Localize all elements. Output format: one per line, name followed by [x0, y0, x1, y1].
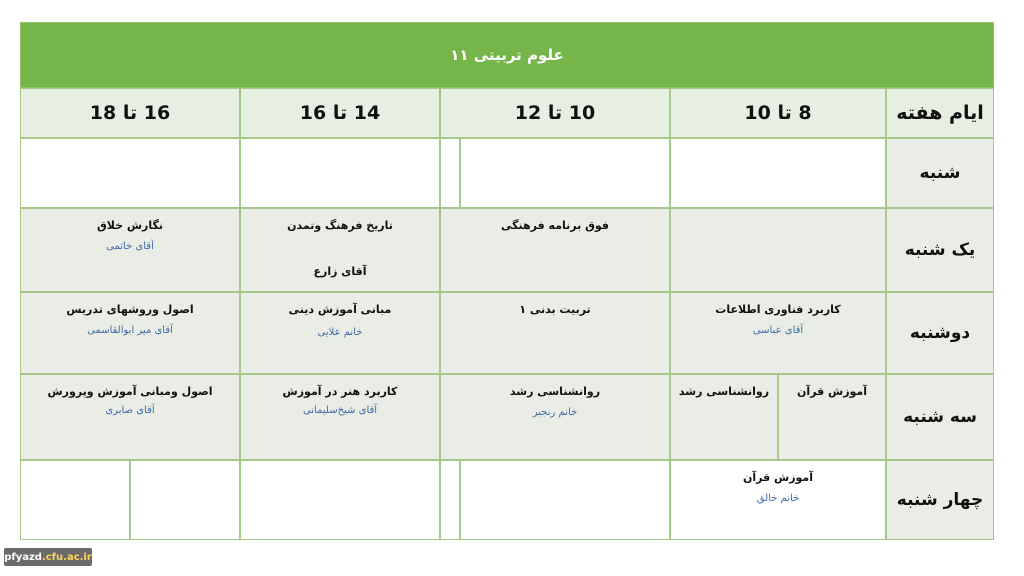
header-days-label: ایام هفته [896, 102, 984, 124]
cell-wed-slot4a [130, 460, 240, 540]
course-name: روانشناسی رشد [678, 385, 770, 398]
day-wednesday [886, 460, 994, 540]
teacher-name: خانم علایی [317, 327, 363, 338]
cell-tue-slot1b [670, 374, 778, 460]
site-watermark [4, 548, 92, 566]
site-suffix: .cfu.ac.ir [41, 551, 92, 563]
cell-wed-slot1 [670, 460, 886, 540]
day-wednesday-label: چهار شنبه [896, 490, 984, 510]
cell-tue-slot4 [20, 374, 240, 460]
day-sunday-label: یک شنبه [904, 240, 976, 260]
course-name: کاربرد هنر در آموزش [282, 385, 398, 398]
teacher-name: آقای صابری [105, 405, 155, 416]
teacher-name: آقای شیخ‌سلیمانی [302, 405, 378, 416]
cell-mon-slot1 [670, 292, 886, 374]
header-slot-14-16 [240, 88, 440, 138]
cell-sun-slot3 [240, 208, 440, 292]
day-saturday-label: شنبه [919, 163, 961, 183]
header-slot-10-12 [440, 88, 670, 138]
cell-sat-gap [440, 138, 460, 208]
course-name: تربیت بدنی ۱ [519, 303, 591, 316]
cell-tue-slot1a [778, 374, 886, 460]
cell-mon-slot4 [20, 292, 240, 374]
header-days [886, 88, 994, 138]
cell-tue-slot3 [240, 374, 440, 460]
course-name: اصول ومبانی آموزش وپرورش [47, 385, 213, 398]
cell-mon-slot3 [240, 292, 440, 374]
course-name: کاربرد فناوری اطلاعات [715, 303, 841, 316]
day-tuesday [886, 374, 994, 460]
header-slot-16-18-label: 16 تا 18 [89, 102, 171, 124]
teacher-name: خانم خالق [756, 493, 800, 504]
course-name: آموزش قرآن [796, 385, 868, 398]
day-monday-label: دوشنبه [909, 323, 971, 343]
cell-sun-slot1 [670, 208, 886, 292]
cell-sat-slot2 [460, 138, 670, 208]
day-monday [886, 292, 994, 374]
course-name: آموزش قرآن [742, 471, 814, 484]
header-slot-16-18 [20, 88, 240, 138]
cell-mon-slot2 [440, 292, 670, 374]
course-name: تاریخ فرهنگ وتمدن [287, 219, 393, 232]
cell-wed-slot3 [240, 460, 440, 540]
course-name: اصول وروشهای تدریس [66, 303, 194, 316]
header-slot-10-12-label: 10 تا 12 [514, 102, 596, 124]
teacher-name: آقای میر ابوالقاسمی [87, 325, 173, 336]
schedule-title: علوم تربیتی ۱۱ [20, 22, 994, 88]
course-name: نگارش خلاق [96, 219, 164, 232]
day-sunday [886, 208, 994, 292]
course-name: روانشناسی رشد [509, 385, 601, 398]
day-saturday [886, 138, 994, 208]
cell-wed-gap [440, 460, 460, 540]
cell-sat-slot4 [20, 138, 240, 208]
course-name: مبانی آموزش دینی [288, 303, 392, 316]
course-name: فوق برنامه فرهنگی [501, 219, 609, 232]
teacher-name: آقای عباسی [752, 325, 804, 336]
cell-tue-slot2 [440, 374, 670, 460]
cell-wed-slot2 [460, 460, 670, 540]
site-prefix: pfyazd [4, 551, 42, 563]
cell-sat-slot3 [240, 138, 440, 208]
cell-sun-slot4 [20, 208, 240, 292]
header-slot-8-10-label: 8 تا 10 [744, 102, 812, 124]
cell-sat-slot1 [670, 138, 886, 208]
day-tuesday-label: سه شنبه [903, 407, 977, 427]
teacher-name: آقای زارع [313, 265, 367, 278]
teacher-name: آقای خاتمی [106, 241, 154, 252]
cell-sun-slot2 [440, 208, 670, 292]
teacher-name: خانم رنجبر [532, 407, 578, 418]
cell-wed-slot4b [20, 460, 130, 540]
header-slot-8-10 [670, 88, 886, 138]
header-slot-14-16-label: 14 تا 16 [299, 102, 381, 124]
